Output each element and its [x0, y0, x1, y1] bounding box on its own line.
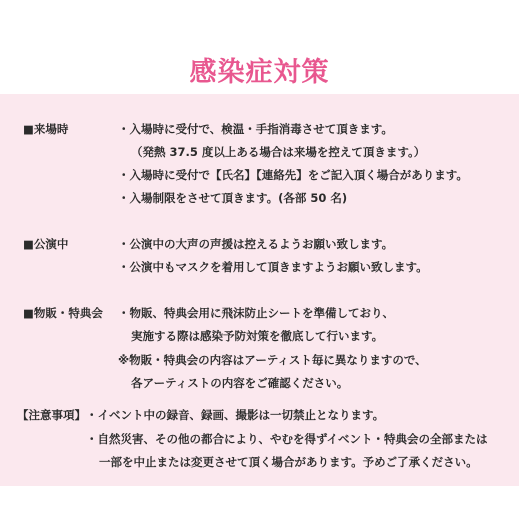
section-label-merch: ■物販・特典会	[23, 306, 103, 320]
performance-line-2: ・公演中もマスクを着用して頂きますようお願い致します。	[118, 260, 428, 274]
bottom-band	[0, 486, 519, 519]
section-label-performance: ■公演中	[23, 237, 69, 251]
section-label-arrival: ■来場時	[23, 122, 69, 136]
notes-line-3: 一部を中止または変更させて頂く場合があります。予めご了承ください。	[99, 455, 478, 469]
merch-line-2: 実施する際は感染予防対策を徹底して行います。	[131, 329, 384, 343]
page-title: 感染症対策	[189, 57, 330, 88]
top-band	[0, 0, 519, 44]
arrival-line-1: ・入場時に受付で、検温・手指消毒させて頂きます。	[118, 122, 393, 136]
notes-line-1: ・イベント中の録音、録画、撮影は一切禁止となります。	[86, 408, 385, 422]
arrival-line-3: ・入場時に受付で【氏名】【連絡先】をご記入頂く場合があります。	[118, 168, 468, 182]
merch-line-1: ・物販、特典会用に飛沫防止シートを準備しており、	[118, 306, 394, 320]
notes-line-2: ・自然災害、その他の都合により、やむを得ずイベント・特典会の全部または	[86, 432, 488, 446]
performance-line-1: ・公演中の大声の声援は控えるようお願い致します。	[118, 237, 394, 251]
arrival-line-4: ・入場制限をさせて頂きます。(各部 50 名)	[118, 191, 348, 205]
arrival-line-2: （発熱 37.5 度以上ある場合は来場を控えて頂きます。）	[131, 145, 426, 159]
section-label-notes: 【注意事項】	[17, 408, 86, 422]
merch-line-3: ※物販・特典会の内容はアーティスト毎に異なりますので、	[118, 353, 427, 367]
merch-line-4: 各アーティストの内容をご確認ください。	[131, 376, 349, 390]
